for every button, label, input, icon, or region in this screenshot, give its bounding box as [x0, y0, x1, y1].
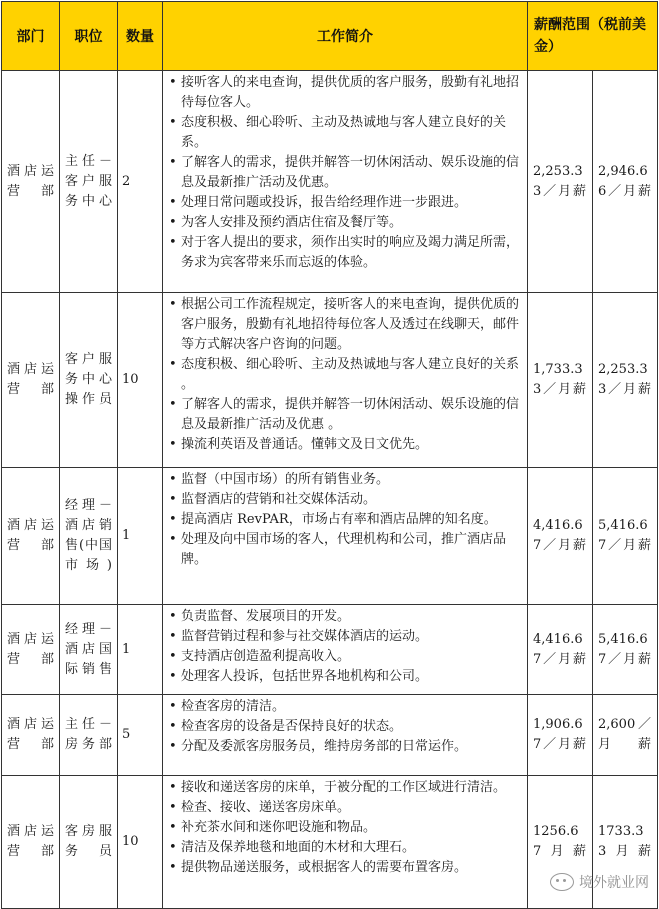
duty-list — [167, 470, 523, 570]
duty-item: • 清洁及保养地毯和地面的木材和大理石。 — [167, 838, 523, 858]
header-dept: 部门 — [2, 2, 60, 71]
header-row — [2, 2, 658, 71]
salary-min-cell: 1,733.33／月薪 — [528, 293, 593, 468]
duty-item: • 接收和递送客房的床单，于被分配的工作区域进行清洁。 — [167, 778, 523, 798]
table-row — [2, 605, 658, 695]
position-cell: 客房服务员 — [60, 776, 118, 909]
salary-max-cell: 2,946.66／月薪 — [593, 71, 658, 293]
header-intro: 工作简介 — [163, 2, 528, 71]
duty-item: • 监督酒店的营销和社交媒体活动。 — [167, 490, 523, 510]
position-cell: 经理－酒店销售(中国市场) — [60, 468, 118, 605]
table-row — [2, 293, 658, 468]
duty-item: • 负责监督、发展项目的开发。 — [167, 607, 523, 627]
duty-item: • 处理客人投诉，包括世界各地机构和公司。 — [167, 667, 523, 687]
dept-cell: 酒店运营部 — [2, 695, 60, 776]
salary-max-cell: 5,416.67／月薪 — [593, 468, 658, 605]
intro-cell — [163, 293, 528, 468]
watermark-text: 境外就业网 — [579, 875, 649, 891]
duty-item: • 了解客人的需求，提供并解答一切休闲活动、娱乐设施的信息及最新推广活动及优惠。 — [167, 153, 523, 193]
duty-item: • 提高酒店 RevPAR，市场占有率和酒店品牌的知名度。 — [167, 510, 523, 530]
duty-item: • 提供物品递送服务，或根据客人的需要布置客房。 — [167, 858, 523, 878]
intro-cell — [163, 776, 528, 909]
dept-cell: 酒店运营部 — [2, 293, 60, 468]
intro-cell — [163, 71, 528, 293]
salary-max-cell: 5,416.67／月薪 — [593, 605, 658, 695]
dept-cell: 酒店运营部 — [2, 776, 60, 909]
watermark — [550, 872, 649, 892]
position-cell: 主任－房务部 — [60, 695, 118, 776]
table-row — [2, 71, 658, 293]
duty-item: • 补充茶水间和迷你吧设施和物品。 — [167, 818, 523, 838]
position-cell: 客户服务中心操作员 — [60, 293, 118, 468]
header-count: 数量 — [118, 2, 163, 71]
header-salary: 薪酬范围（税前美金） — [528, 2, 658, 71]
duty-item: • 对于客人提出的要求，须作出实时的响应及竭力满足所需，务求为宾客带来乐而忘返的体验。 — [167, 233, 523, 273]
count-cell: 1 — [118, 468, 163, 605]
table-row — [2, 468, 658, 605]
duty-list — [167, 697, 523, 757]
dept-cell: 酒店运营部 — [2, 71, 60, 293]
duty-item: • 监督营销过程和参与社交媒体酒店的运动。 — [167, 627, 523, 647]
duty-list — [167, 607, 523, 687]
salary-max-cell: 2,253.33／月薪 — [593, 293, 658, 468]
header-position: 职位 — [60, 2, 118, 71]
salary-max-cell: 1733.33月薪 — [593, 776, 658, 909]
duty-item: • 检查、接收、递送客房床单。 — [167, 798, 523, 818]
dept-cell: 酒店运营部 — [2, 605, 60, 695]
salary-min-cell: 4,416.67／月薪 — [528, 605, 593, 695]
duty-item: • 为客人安排及预约酒店住宿及餐厅等。 — [167, 213, 523, 233]
duty-item: • 分配及委派客房服务员，维持房务部的日常运作。 — [167, 737, 523, 757]
duty-item: • 监督（中国市场）的所有销售业务。 — [167, 470, 523, 490]
duty-item: • 处理及向中国市场的客人，代理机构和公司，推广酒店品牌。 — [167, 530, 523, 570]
count-cell: 1 — [118, 605, 163, 695]
count-cell: 10 — [118, 776, 163, 909]
position-cell: 主任－客户服务中心 — [60, 71, 118, 293]
salary-max-cell: 2,600／月薪 — [593, 695, 658, 776]
count-cell: 5 — [118, 695, 163, 776]
duty-item: • 处理日常问题或投诉，报告给经理作进一步跟进。 — [167, 193, 523, 213]
salary-min-cell: 4,416.67／月薪 — [528, 468, 593, 605]
salary-min-cell: 2,253.33／月薪 — [528, 71, 593, 293]
duty-item: • 操流利英语及普通话。懂韩文及日文优先。 — [167, 435, 523, 455]
salary-min-cell: 1,906.67／月薪 — [528, 695, 593, 776]
duty-item: • 态度积极、细心聆听、主动及热诚地与客人建立良好的关系 。 — [167, 355, 523, 395]
table-row — [2, 695, 658, 776]
duty-item: • 检查客房的清洁。 — [167, 697, 523, 717]
dept-cell: 酒店运营部 — [2, 468, 60, 605]
duty-item: • 支持酒店创造盈利提高收入。 — [167, 647, 523, 667]
duty-item: • 检查客房的设备是否保持良好的状态。 — [167, 717, 523, 737]
duty-item: • 态度积极、细心聆听、主动及热诚地与客人建立良好的关系。 — [167, 113, 523, 153]
job-table — [1, 1, 658, 909]
count-cell: 2 — [118, 71, 163, 293]
intro-cell — [163, 695, 528, 776]
count-cell: 10 — [118, 293, 163, 468]
intro-cell — [163, 605, 528, 695]
position-cell: 经理－酒店国际销售 — [60, 605, 118, 695]
duty-item: • 接听客人的来电查询，提供优质的客户服务，殷勤有礼地招待每位客人。 — [167, 73, 523, 113]
duty-item: • 了解客人的需求，提供并解答一切休闲活动、娱乐设施的信息及最新推广活动及优惠 。 — [167, 395, 523, 435]
duty-list — [167, 778, 523, 878]
duty-list — [167, 73, 523, 273]
duty-item: • 根据公司工作流程规定，接听客人的来电查询，提供优质的客户服务，殷勤有礼地招待每位客人及透过在线聊天，邮件等方式解决客户咨询的问题。 — [167, 295, 523, 355]
intro-cell — [163, 468, 528, 605]
wechat-icon — [550, 873, 574, 891]
salary-min-cell: 1256.67月薪 — [528, 776, 593, 909]
duty-list — [167, 295, 523, 455]
